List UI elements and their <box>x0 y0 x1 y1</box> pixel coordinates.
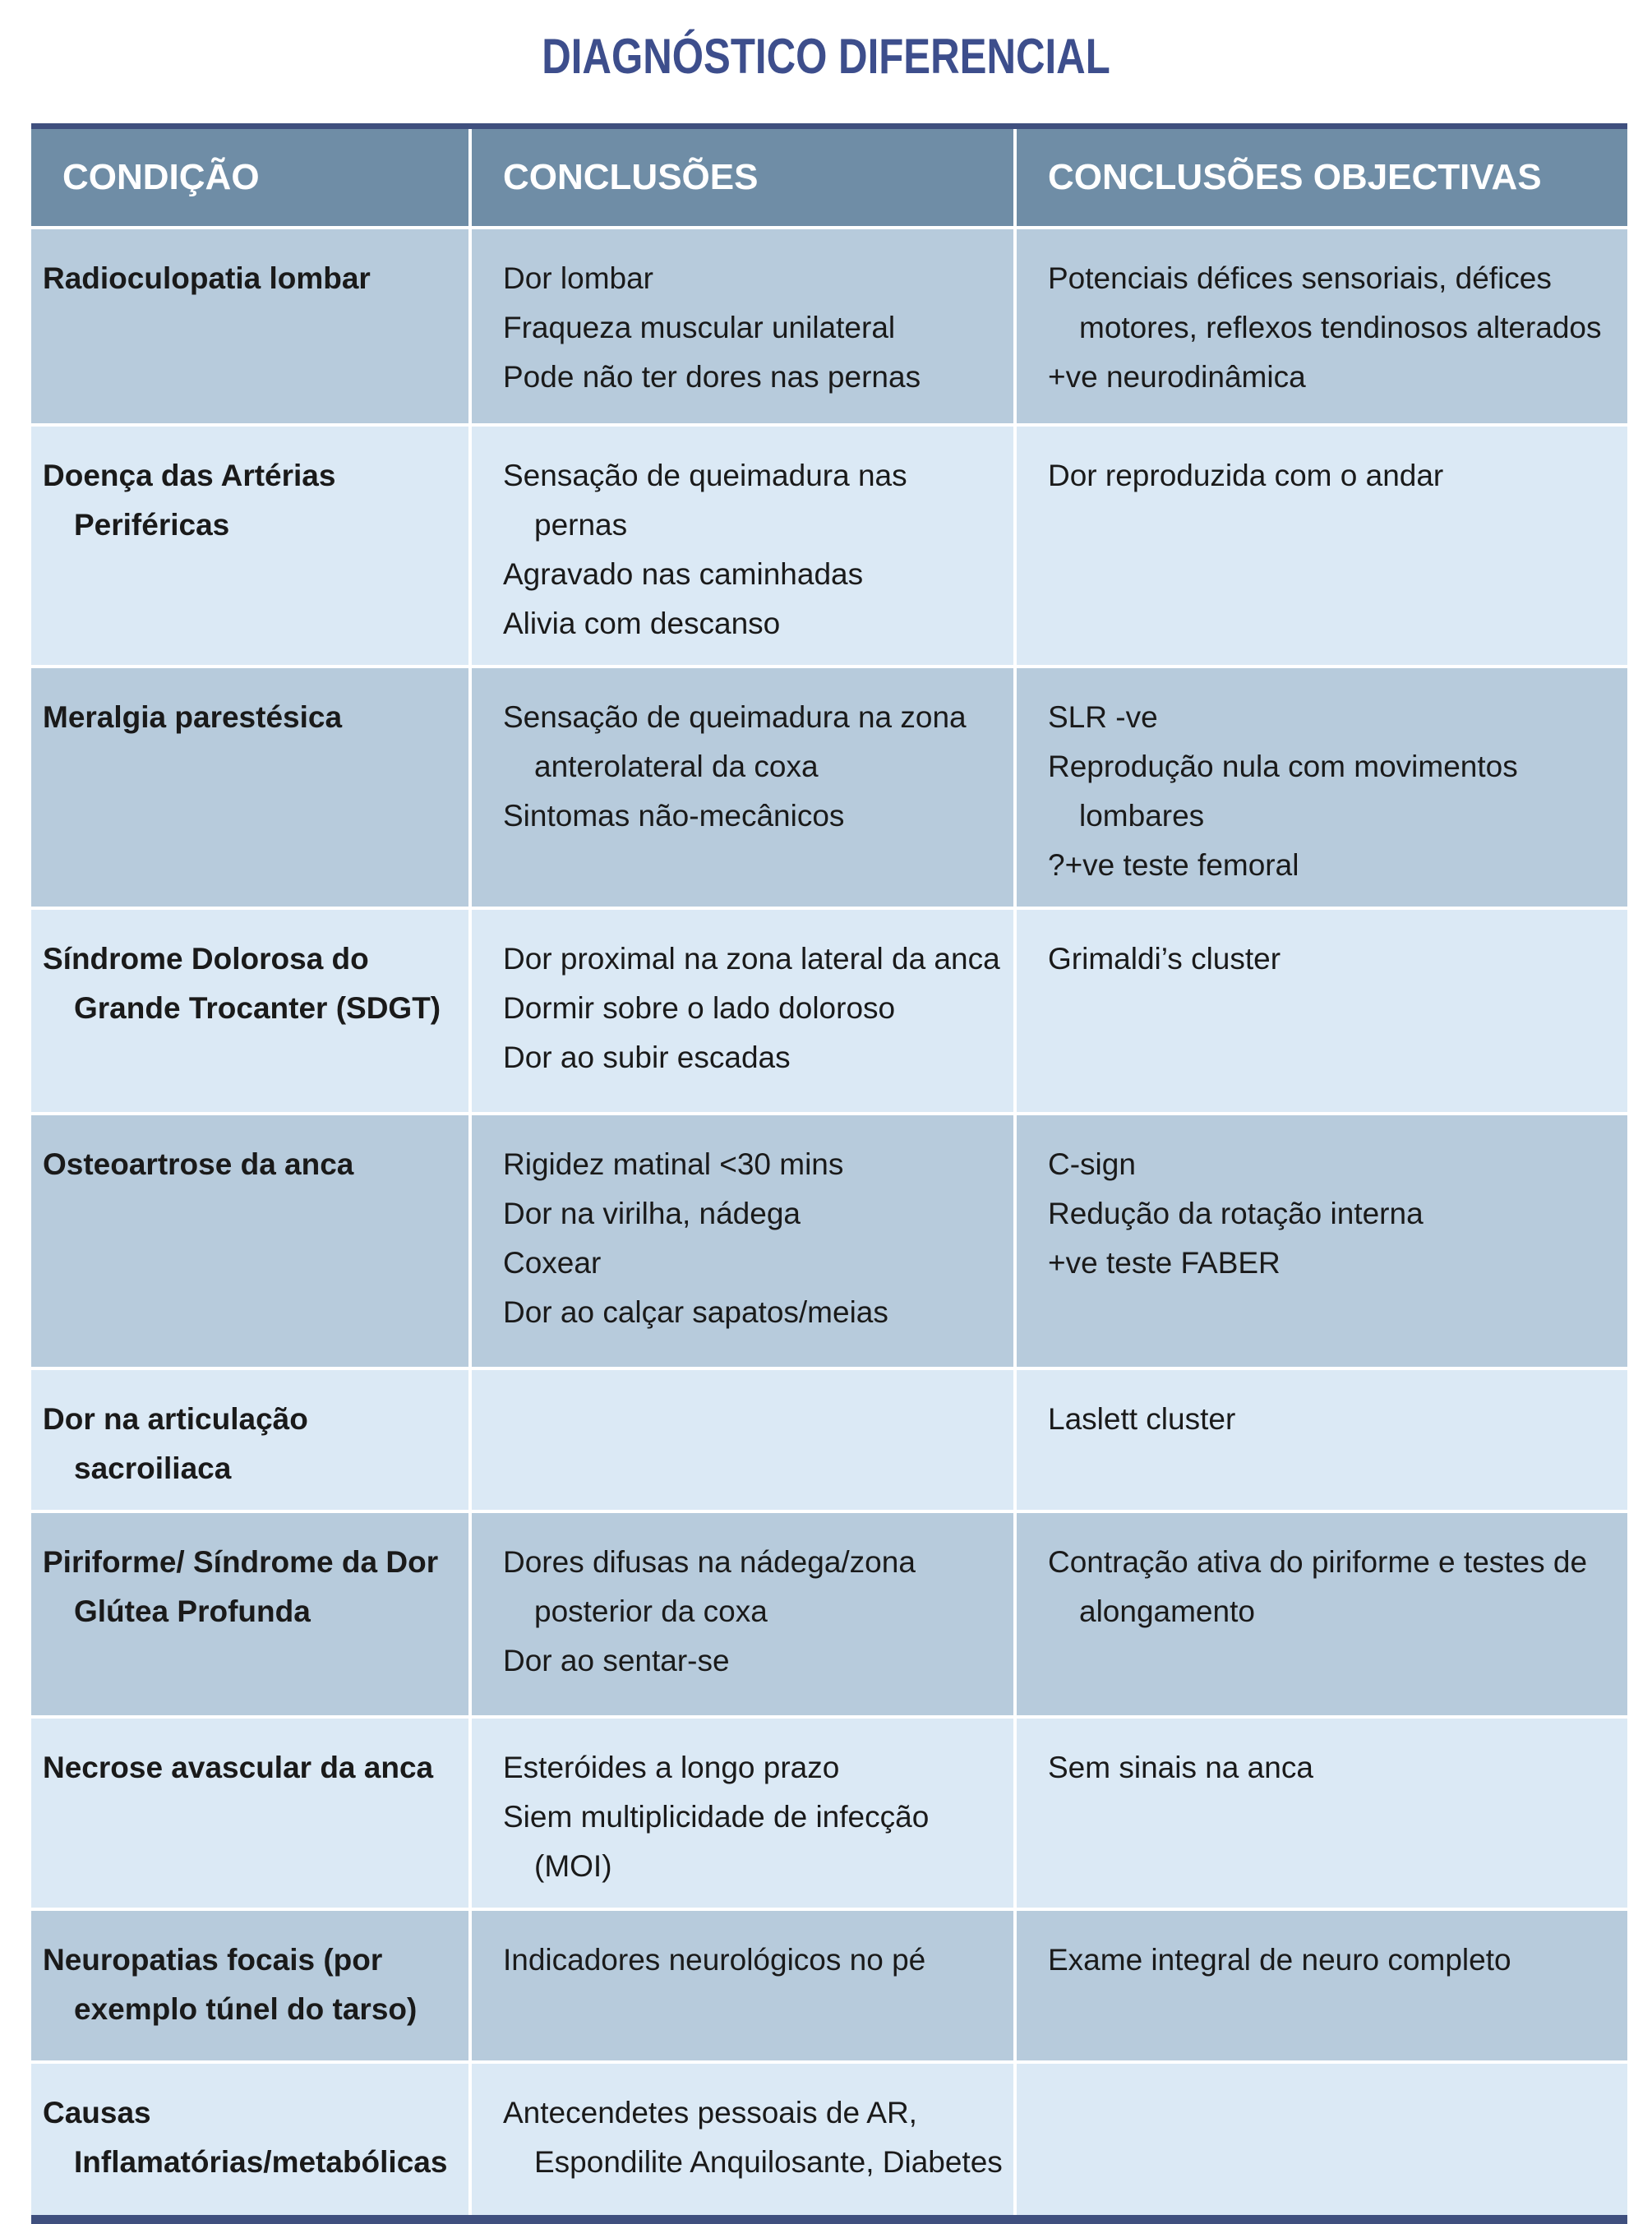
header-condition: CONDIÇÃO <box>31 129 470 228</box>
header-objective-findings: CONCLUSÕES OBJECTIVAS <box>1015 129 1627 228</box>
table-row <box>31 667 1627 908</box>
objective-findings-cell <box>1015 908 1627 1114</box>
differential-diagnosis-table-wrapper <box>31 123 1627 2224</box>
condition-text: Piriforme/ Síndrome da Dor Glútea Profunda <box>43 1545 439 1628</box>
finding-item: Agravado nas caminhadas <box>503 557 864 591</box>
condition-cell <box>31 1114 470 1368</box>
table-row <box>31 1909 1627 2062</box>
finding-item: Siem multiplicidade de infecção (MOI) <box>503 1800 930 1883</box>
table-row <box>31 1717 1627 1909</box>
condition-cell <box>31 908 470 1114</box>
table-row <box>31 425 1627 667</box>
objective-finding-item: Dor reproduzida com o andar <box>1048 459 1444 492</box>
objective-findings-cell <box>1015 1717 1627 1909</box>
objective-finding-item: Laslett cluster <box>1048 1402 1236 1436</box>
condition-text: Dor na articulação sacroiliaca <box>43 1402 308 1485</box>
finding-item: Indicadores neurológicos no pé <box>503 1943 926 1977</box>
findings-cell <box>470 228 1015 425</box>
objective-finding-item: Redução da rotação interna <box>1048 1197 1424 1230</box>
finding-item: Pode não ter dores nas pernas <box>503 360 921 394</box>
finding-item: Rigidez matinal <30 mins <box>503 1147 844 1181</box>
condition-cell <box>31 1909 470 2062</box>
finding-item: Esteróides a longo prazo <box>503 1751 840 1784</box>
page-title: DIAGNÓSTICO DIFERENCIAL <box>542 29 1110 84</box>
finding-item: Fraqueza muscular unilateral <box>503 311 896 344</box>
findings-cell <box>470 1511 1015 1717</box>
condition-text: Necrose avascular da anca <box>43 1751 434 1784</box>
finding-item: Dor na virilha, nádega <box>503 1197 801 1230</box>
objective-finding-item: Contração ativa do piriforme e testes de alongamento <box>1048 1545 1588 1628</box>
objective-finding-item: +ve neurodinâmica <box>1048 360 1306 394</box>
table-row <box>31 1368 1627 1511</box>
table-row <box>31 1114 1627 1368</box>
findings-cell <box>470 908 1015 1114</box>
finding-item: Alivia com descanso <box>503 607 781 640</box>
table-header-row <box>31 129 1627 228</box>
finding-item: Sintomas não-mecânicos <box>503 799 845 833</box>
finding-item: Dormir sobre o lado doloroso <box>503 991 896 1025</box>
objective-findings-cell <box>1015 1368 1627 1511</box>
findings-cell <box>470 1909 1015 2062</box>
objective-finding-item: SLR -ve <box>1048 700 1158 734</box>
finding-item: Antecendetes pessoais de AR, Espondilite Anquilosante, Diabetes <box>503 2096 1003 2179</box>
objective-finding-item: Potenciais défices sensoriais, défices motores, reflexos tendinosos alterados <box>1048 261 1602 344</box>
condition-cell <box>31 1717 470 1909</box>
finding-item: Dor ao sentar-se <box>503 1644 730 1677</box>
objective-findings-cell <box>1015 1909 1627 2062</box>
findings-cell <box>470 1717 1015 1909</box>
condition-text: Síndrome Dolorosa do Grande Trocanter (SDGT) <box>43 942 441 1025</box>
finding-item: Coxear <box>503 1246 602 1280</box>
objective-finding-item: C-sign <box>1048 1147 1136 1181</box>
findings-cell <box>470 667 1015 908</box>
table-body <box>31 228 1627 2215</box>
objective-finding-item: Reprodução nula com movimentos lombares <box>1048 750 1518 833</box>
objective-finding-item: +ve teste FABER <box>1048 1246 1281 1280</box>
finding-item: Dor proximal na zona lateral da anca <box>503 942 1000 976</box>
findings-cell <box>470 1368 1015 1511</box>
objective-finding-item: Grimaldi’s cluster <box>1048 942 1281 976</box>
finding-item: Dor ao subir escadas <box>503 1040 791 1074</box>
findings-cell <box>470 1114 1015 1368</box>
objective-findings-cell <box>1015 425 1627 667</box>
findings-cell <box>470 425 1015 667</box>
objective-findings-cell <box>1015 1511 1627 1717</box>
finding-item: Sensação de queimadura na zona anterolateral da coxa <box>503 700 967 783</box>
condition-cell <box>31 228 470 425</box>
finding-item: Sensação de queimadura nas pernas <box>503 459 907 542</box>
finding-item: Dores difusas na nádega/zona posterior da coxa <box>503 1545 916 1628</box>
objective-findings-cell <box>1015 667 1627 908</box>
differential-diagnosis-table <box>31 129 1627 2215</box>
table-row <box>31 228 1627 425</box>
finding-item: Dor ao calçar sapatos/meias <box>503 1295 888 1329</box>
table-row <box>31 908 1627 1114</box>
finding-item: Dor lombar <box>503 261 653 295</box>
table-row <box>31 1511 1627 1717</box>
condition-text: Meralgia parestésica <box>43 700 343 734</box>
condition-text: Osteoartrose da anca <box>43 1147 354 1181</box>
objective-findings-cell <box>1015 1114 1627 1368</box>
condition-text: Causas Inflamatórias/metabólicas <box>43 2096 448 2179</box>
findings-cell <box>470 2062 1015 2215</box>
objective-findings-cell <box>1015 2062 1627 2215</box>
header-findings: CONCLUSÕES <box>470 129 1015 228</box>
objective-finding-item: ?+ve teste femoral <box>1048 848 1299 882</box>
condition-cell <box>31 425 470 667</box>
condition-text: Neuropatias focais (por exemplo túnel do tarso) <box>43 1943 418 2026</box>
condition-cell <box>31 667 470 908</box>
condition-cell <box>31 2062 470 2215</box>
condition-text: Radioculopatia lombar <box>43 261 371 295</box>
objective-finding-item: Sem sinais na anca <box>1048 1751 1313 1784</box>
condition-cell <box>31 1368 470 1511</box>
table-row <box>31 2062 1627 2215</box>
objective-finding-item: Exame integral de neuro completo <box>1048 1943 1511 1977</box>
condition-text: Doença das Artérias Periféricas <box>43 459 336 542</box>
condition-cell <box>31 1511 470 1717</box>
objective-findings-cell <box>1015 228 1627 425</box>
